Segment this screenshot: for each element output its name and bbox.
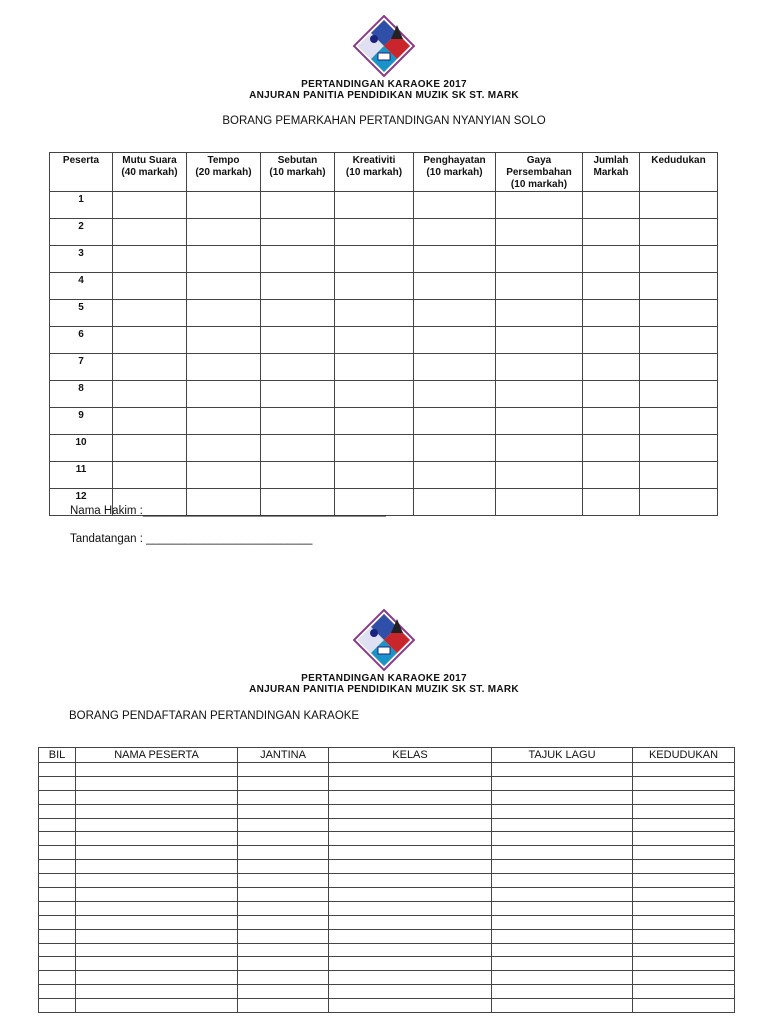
- registration-cell[interactable]: [76, 971, 238, 985]
- registration-cell[interactable]: [76, 901, 238, 915]
- score-cell[interactable]: [261, 219, 335, 246]
- score-cell[interactable]: [335, 300, 414, 327]
- table-row: [39, 971, 735, 985]
- score-cell[interactable]: [414, 219, 496, 246]
- table-row: [50, 246, 718, 273]
- score-cell[interactable]: [187, 435, 261, 462]
- registration-cell[interactable]: [76, 999, 238, 1013]
- school-crest-icon: [353, 609, 415, 671]
- score-cell[interactable]: [187, 300, 261, 327]
- registration-cell[interactable]: [492, 971, 633, 985]
- registration-cell[interactable]: [39, 957, 76, 971]
- registration-cell[interactable]: [76, 763, 238, 777]
- score-cell[interactable]: [414, 327, 496, 354]
- registration-cell[interactable]: [39, 943, 76, 957]
- table-row: [39, 804, 735, 818]
- registration-cell[interactable]: [492, 874, 633, 888]
- table-row: [39, 888, 735, 902]
- sheet2-header-line2: ANJURAN PANITIA PENDIDIKAN MUZIK SK ST. MARK: [249, 684, 519, 695]
- registration-cell[interactable]: [633, 846, 735, 860]
- score-cell[interactable]: [496, 327, 583, 354]
- registration-cell[interactable]: [633, 790, 735, 804]
- registration-cell[interactable]: [492, 901, 633, 915]
- table-row: [50, 192, 718, 219]
- registration-cell[interactable]: [329, 943, 492, 957]
- registration-cell[interactable]: [238, 971, 329, 985]
- score-cell[interactable]: [496, 462, 583, 489]
- table-row: [39, 790, 735, 804]
- score-cell[interactable]: [335, 435, 414, 462]
- score-cell[interactable]: [187, 192, 261, 219]
- registration-cell[interactable]: [492, 929, 633, 943]
- score-cell[interactable]: [583, 354, 640, 381]
- score-cell[interactable]: [335, 273, 414, 300]
- sheet1-header-line1: PERTANDINGAN KARAOKE 2017: [301, 79, 467, 90]
- sheet1-header-line2: ANJURAN PANITIA PENDIDIKAN MUZIK SK ST. MARK: [249, 90, 519, 101]
- registration-cell[interactable]: [76, 832, 238, 846]
- score-cell[interactable]: [583, 246, 640, 273]
- registration-cell[interactable]: [633, 874, 735, 888]
- registration-cell[interactable]: [39, 888, 76, 902]
- score-cell[interactable]: [261, 300, 335, 327]
- participant-number: 8: [50, 381, 113, 408]
- registration-cell[interactable]: [39, 874, 76, 888]
- score-cell[interactable]: [414, 246, 496, 273]
- score-col-header-line: (10 markah): [510, 179, 568, 190]
- registration-cell[interactable]: [238, 860, 329, 874]
- registration-cell[interactable]: [633, 860, 735, 874]
- score-cell[interactable]: [261, 435, 335, 462]
- registration-cell[interactable]: [329, 888, 492, 902]
- registration-col-header: KELAS: [329, 748, 492, 763]
- score-cell[interactable]: [113, 246, 187, 273]
- score-cell[interactable]: [583, 327, 640, 354]
- registration-cell[interactable]: [238, 763, 329, 777]
- registration-cell[interactable]: [39, 846, 76, 860]
- registration-cell[interactable]: [492, 999, 633, 1013]
- score-cell[interactable]: [496, 408, 583, 435]
- registration-table: [38, 747, 735, 1013]
- score-cell[interactable]: [640, 300, 718, 327]
- registration-cell[interactable]: [329, 790, 492, 804]
- score-cell[interactable]: [261, 327, 335, 354]
- score-col-header: [414, 153, 496, 192]
- score-col-header-line: (10 markah): [269, 167, 326, 178]
- score-cell[interactable]: [261, 354, 335, 381]
- registration-cell[interactable]: [238, 846, 329, 860]
- score-cell[interactable]: [583, 192, 640, 219]
- registration-cell[interactable]: [329, 971, 492, 985]
- score-cell[interactable]: [113, 273, 187, 300]
- score-cell[interactable]: [187, 381, 261, 408]
- registration-cell[interactable]: [633, 999, 735, 1013]
- registration-cell[interactable]: [76, 776, 238, 790]
- table-row: [39, 957, 735, 971]
- score-cell[interactable]: [113, 435, 187, 462]
- score-col-header-line: Peserta: [62, 155, 100, 166]
- registration-cell[interactable]: [492, 763, 633, 777]
- table-row: [39, 999, 735, 1013]
- score-cell[interactable]: [335, 192, 414, 219]
- score-cell[interactable]: [496, 246, 583, 273]
- registration-cell[interactable]: [329, 985, 492, 999]
- registration-cell[interactable]: [238, 929, 329, 943]
- registration-cell[interactable]: [329, 818, 492, 832]
- participant-number: 4: [50, 273, 113, 300]
- registration-cell[interactable]: [238, 999, 329, 1013]
- score-cell[interactable]: [496, 192, 583, 219]
- participant-number: 9: [50, 408, 113, 435]
- registration-cell[interactable]: [329, 929, 492, 943]
- participant-number: 11: [50, 462, 113, 489]
- score-col-header: [583, 153, 640, 192]
- registration-cell[interactable]: [39, 860, 76, 874]
- registration-cell[interactable]: [238, 832, 329, 846]
- score-cell[interactable]: [583, 489, 640, 516]
- registration-cell[interactable]: [633, 832, 735, 846]
- score-cell[interactable]: [187, 354, 261, 381]
- score-col-header-line: (40 markah): [121, 167, 178, 178]
- score-cell[interactable]: [640, 192, 718, 219]
- score-cell[interactable]: [261, 381, 335, 408]
- registration-cell[interactable]: [492, 915, 633, 929]
- table-row: [39, 832, 735, 846]
- registration-cell[interactable]: [329, 776, 492, 790]
- registration-cell[interactable]: [76, 915, 238, 929]
- table-row: [39, 860, 735, 874]
- table-row: [39, 874, 735, 888]
- score-cell[interactable]: [640, 327, 718, 354]
- registration-cell[interactable]: [39, 929, 76, 943]
- score-cell[interactable]: [640, 408, 718, 435]
- score-cell[interactable]: [335, 408, 414, 435]
- score-cell[interactable]: [496, 435, 583, 462]
- table-row: [39, 943, 735, 957]
- table-row: [50, 219, 718, 246]
- score-cell[interactable]: [187, 273, 261, 300]
- registration-cell[interactable]: [492, 832, 633, 846]
- participant-number: 10: [50, 435, 113, 462]
- score-col-header-line: Markah: [593, 167, 629, 178]
- table-row: [50, 354, 718, 381]
- score-cell[interactable]: [335, 462, 414, 489]
- score-cell[interactable]: [187, 327, 261, 354]
- registration-cell[interactable]: [39, 971, 76, 985]
- registration-col-header: JANTINA: [238, 748, 329, 763]
- score-cell[interactable]: [414, 354, 496, 381]
- registration-cell[interactable]: [238, 957, 329, 971]
- score-cell[interactable]: [496, 219, 583, 246]
- score-cell[interactable]: [583, 408, 640, 435]
- registration-cell[interactable]: [76, 860, 238, 874]
- registration-cell[interactable]: [492, 888, 633, 902]
- registration-cell[interactable]: [329, 957, 492, 971]
- registration-cell[interactable]: [633, 763, 735, 777]
- score-col-header-line: Sebutan: [277, 155, 318, 166]
- registration-cell[interactable]: [633, 929, 735, 943]
- score-col-header-line: Kreativiti: [352, 155, 396, 166]
- score-cell[interactable]: [187, 246, 261, 273]
- score-col-header-line: (10 markah): [426, 167, 483, 178]
- score-cell[interactable]: [640, 462, 718, 489]
- registration-cell[interactable]: [238, 874, 329, 888]
- registration-cell[interactable]: [76, 846, 238, 860]
- score-cell[interactable]: [496, 273, 583, 300]
- score-table: [49, 152, 718, 516]
- table-row: [39, 763, 735, 777]
- score-cell[interactable]: [113, 408, 187, 435]
- registration-cell[interactable]: [329, 832, 492, 846]
- score-cell[interactable]: [113, 354, 187, 381]
- registration-cell[interactable]: [76, 818, 238, 832]
- registration-cell[interactable]: [492, 846, 633, 860]
- registration-cell[interactable]: [633, 901, 735, 915]
- score-cell[interactable]: [640, 381, 718, 408]
- score-col-header: [640, 153, 718, 192]
- table-row: [39, 929, 735, 943]
- table-row: [39, 915, 735, 929]
- participant-number: 1: [50, 192, 113, 219]
- registration-cell[interactable]: [76, 957, 238, 971]
- registration-cell[interactable]: [39, 832, 76, 846]
- registration-cell[interactable]: [39, 901, 76, 915]
- score-cell[interactable]: [113, 192, 187, 219]
- score-col-header: [261, 153, 335, 192]
- registration-cell[interactable]: [238, 943, 329, 957]
- score-col-header-line: Persembahan: [506, 167, 572, 178]
- table-row: [50, 381, 718, 408]
- registration-cell[interactable]: [633, 888, 735, 902]
- score-cell[interactable]: [583, 219, 640, 246]
- registration-cell[interactable]: [329, 874, 492, 888]
- score-cell[interactable]: [113, 381, 187, 408]
- table-row: [50, 300, 718, 327]
- score-cell[interactable]: [640, 354, 718, 381]
- score-cell[interactable]: [261, 246, 335, 273]
- score-col-header-line: Tempo: [207, 155, 240, 166]
- table-row: [39, 818, 735, 832]
- registration-col-header: BIL: [39, 748, 76, 763]
- table-row: [50, 273, 718, 300]
- score-col-header: [496, 153, 583, 192]
- judge-name-field[interactable]: Nama Hakim :______________________________________: [70, 505, 386, 517]
- score-col-header-line: Penghayatan: [423, 155, 486, 166]
- score-cell[interactable]: [496, 354, 583, 381]
- score-cell[interactable]: [496, 300, 583, 327]
- registration-cell[interactable]: [39, 915, 76, 929]
- participant-number: 2: [50, 219, 113, 246]
- score-col-header-line: Mutu Suara: [122, 155, 177, 166]
- score-cell[interactable]: [583, 435, 640, 462]
- score-cell[interactable]: [414, 435, 496, 462]
- registration-cell[interactable]: [39, 999, 76, 1013]
- registration-cell[interactable]: [238, 818, 329, 832]
- score-cell[interactable]: [583, 462, 640, 489]
- registration-cell[interactable]: [329, 999, 492, 1013]
- registration-cell[interactable]: [329, 804, 492, 818]
- registration-cell[interactable]: [633, 818, 735, 832]
- score-cell[interactable]: [414, 381, 496, 408]
- registration-cell[interactable]: [39, 818, 76, 832]
- registration-cell[interactable]: [329, 860, 492, 874]
- sheet1-form-title: BORANG PEMARKAHAN PERTANDINGAN NYANYIAN SOLO: [222, 115, 546, 127]
- registration-col-header: KEDUDUKAN: [633, 748, 735, 763]
- registration-col-header: TAJUK LAGU: [492, 748, 633, 763]
- registration-cell[interactable]: [238, 888, 329, 902]
- registration-cell[interactable]: [492, 957, 633, 971]
- score-cell[interactable]: [335, 381, 414, 408]
- registration-cell[interactable]: [76, 804, 238, 818]
- table-row: [39, 776, 735, 790]
- registration-cell[interactable]: [633, 776, 735, 790]
- participant-number: 12: [50, 489, 113, 516]
- score-cell[interactable]: [335, 354, 414, 381]
- table-row: [50, 327, 718, 354]
- registration-cell[interactable]: [329, 763, 492, 777]
- score-cell[interactable]: [261, 273, 335, 300]
- registration-cell[interactable]: [238, 915, 329, 929]
- table-row: [39, 846, 735, 860]
- score-cell[interactable]: [187, 462, 261, 489]
- score-col-header: [113, 153, 187, 192]
- score-cell[interactable]: [414, 192, 496, 219]
- score-cell[interactable]: [583, 381, 640, 408]
- table-row: [50, 462, 718, 489]
- score-cell[interactable]: [113, 219, 187, 246]
- participant-number: 7: [50, 354, 113, 381]
- registration-cell[interactable]: [492, 818, 633, 832]
- score-cell[interactable]: [640, 219, 718, 246]
- registration-cell[interactable]: [633, 985, 735, 999]
- score-cell[interactable]: [261, 192, 335, 219]
- registration-cell[interactable]: [76, 888, 238, 902]
- score-cell[interactable]: [335, 327, 414, 354]
- score-cell[interactable]: [113, 300, 187, 327]
- sheet2-header-line1: PERTANDINGAN KARAOKE 2017: [301, 673, 467, 684]
- participant-number: 5: [50, 300, 113, 327]
- registration-cell[interactable]: [238, 790, 329, 804]
- score-cell[interactable]: [496, 489, 583, 516]
- score-cell[interactable]: [583, 300, 640, 327]
- score-cell[interactable]: [335, 219, 414, 246]
- score-col-header: [335, 153, 414, 192]
- score-cell[interactable]: [414, 273, 496, 300]
- score-cell[interactable]: [414, 462, 496, 489]
- score-col-header-line: Jumlah: [593, 155, 629, 166]
- score-cell[interactable]: [640, 435, 718, 462]
- signature-field[interactable]: Tandatangan : __________________________: [70, 533, 313, 545]
- score-cell[interactable]: [113, 327, 187, 354]
- registration-col-header: NAMA PESERTA: [76, 748, 238, 763]
- participant-number: 6: [50, 327, 113, 354]
- score-cell[interactable]: [496, 381, 583, 408]
- registration-cell[interactable]: [492, 790, 633, 804]
- table-row: [50, 408, 718, 435]
- registration-cell[interactable]: [76, 985, 238, 999]
- table-row: [39, 985, 735, 999]
- participant-number: 3: [50, 246, 113, 273]
- registration-cell[interactable]: [492, 860, 633, 874]
- score-cell[interactable]: [187, 408, 261, 435]
- score-cell[interactable]: [414, 408, 496, 435]
- registration-cell[interactable]: [76, 943, 238, 957]
- score-cell[interactable]: [414, 300, 496, 327]
- score-cell[interactable]: [583, 273, 640, 300]
- registration-cell[interactable]: [238, 901, 329, 915]
- registration-cell[interactable]: [39, 985, 76, 999]
- score-col-header: [50, 153, 113, 192]
- registration-cell[interactable]: [238, 776, 329, 790]
- score-cell[interactable]: [335, 246, 414, 273]
- table-row: [39, 901, 735, 915]
- score-cell[interactable]: [261, 462, 335, 489]
- registration-cell[interactable]: [633, 804, 735, 818]
- sheet2-form-title: BORANG PENDAFTARAN PERTANDINGAN KARAOKE: [69, 710, 360, 722]
- score-col-header: [187, 153, 261, 192]
- score-cell[interactable]: [640, 489, 718, 516]
- score-cell[interactable]: [187, 219, 261, 246]
- registration-cell[interactable]: [76, 790, 238, 804]
- score-cell[interactable]: [640, 246, 718, 273]
- registration-cell[interactable]: [492, 943, 633, 957]
- school-crest-icon: [353, 15, 415, 77]
- score-cell[interactable]: [261, 408, 335, 435]
- score-col-header-line: (10 markah): [345, 167, 403, 178]
- registration-cell[interactable]: [329, 915, 492, 929]
- registration-cell[interactable]: [329, 901, 492, 915]
- registration-cell[interactable]: [633, 971, 735, 985]
- registration-cell[interactable]: [633, 957, 735, 971]
- registration-cell[interactable]: [76, 929, 238, 943]
- score-cell[interactable]: [640, 273, 718, 300]
- registration-cell[interactable]: [329, 846, 492, 860]
- registration-cell[interactable]: [238, 985, 329, 999]
- registration-cell[interactable]: [633, 915, 735, 929]
- registration-cell[interactable]: [492, 776, 633, 790]
- registration-cell[interactable]: [39, 804, 76, 818]
- registration-cell[interactable]: [76, 874, 238, 888]
- registration-cell[interactable]: [39, 790, 76, 804]
- registration-cell[interactable]: [39, 763, 76, 777]
- score-cell[interactable]: [414, 489, 496, 516]
- score-cell[interactable]: [113, 462, 187, 489]
- registration-cell[interactable]: [492, 804, 633, 818]
- registration-cell[interactable]: [238, 804, 329, 818]
- table-row: [50, 435, 718, 462]
- registration-cell[interactable]: [39, 776, 76, 790]
- score-col-header-line: Kedudukan: [651, 155, 706, 166]
- score-col-header-line: Gaya: [526, 155, 552, 166]
- registration-cell[interactable]: [492, 985, 633, 999]
- score-col-header-line: (20 markah): [195, 167, 252, 178]
- registration-cell[interactable]: [633, 943, 735, 957]
